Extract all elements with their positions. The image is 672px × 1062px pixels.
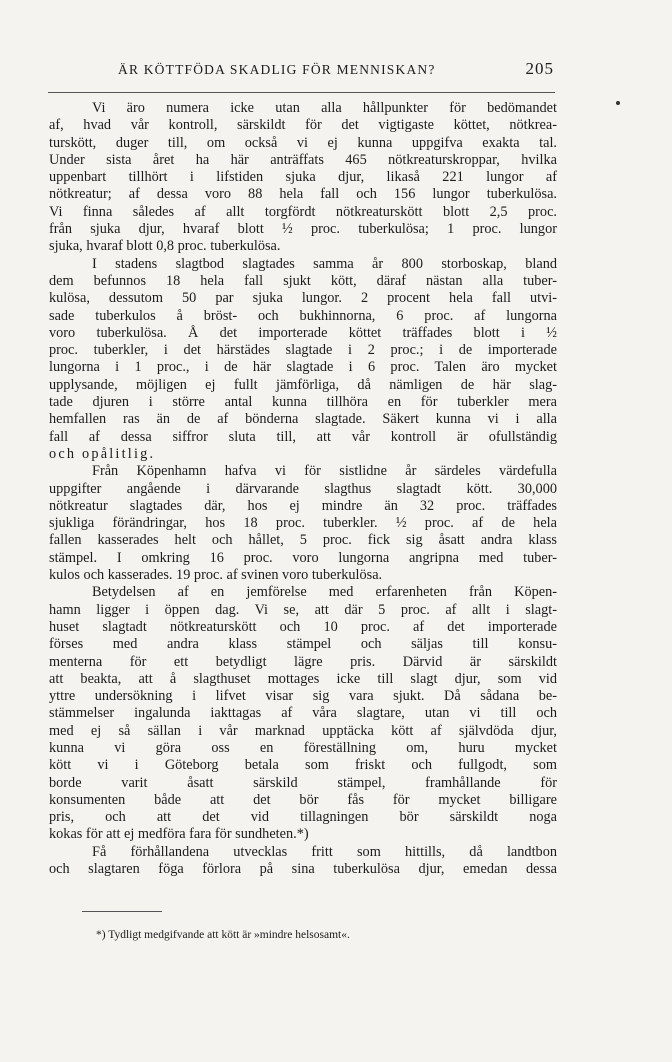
text-line: kunna vi göra oss en föreställning om, huru mycket [49,739,557,756]
running-head [118,59,554,81]
text-line: fall af dessa siffror sluta till, att vår kontroll är ofullständig [49,428,557,445]
text-line: och opålitlig. [49,445,156,462]
footnote-rule [82,911,162,912]
text-line: fallen kasserades helt och hållet, 5 proc. fick sig åsatt andra klass [49,532,557,549]
running-title: ÄR KÖTTFÖDA SKADLIG FÖR MENNISKAN? [118,62,436,77]
text-line: borde varit åsatt särskild stämpel, framhållande för [49,774,557,791]
text-line: huset slagtadt nötkreaturskött och 10 proc. af det importerade [49,618,557,635]
text-line: proc. tuberkler, i det härstädes slagtade i 2 proc.; i de importerade [49,342,557,359]
text-line: kulösa, dessutom 50 par sjuka lungor. 2 procent hela fall utvi- [49,290,557,307]
text-line: yttre undersökning i lifvet visar sig vara sjukt. Då sådana be- [49,688,557,705]
text-line: pris, och att det vid tillagningen bör särskildt noga [49,809,557,826]
header-rule [48,92,555,93]
text-line: sjuka, hvaraf blott 0,8 proc. tuberkulösa. [49,238,281,255]
text-line: med ej så sällan i vår marknad upptäcka kött af självdöda djur, [49,722,557,739]
text-line: uppenbart tillhört i lifstiden sjuka djur, likaså 221 lungor af [49,169,557,186]
text-line: Under sista året ha här anträffats 465 nötkreaturskroppar, hvilka [49,151,557,168]
text-line: sjukliga förändringar, hos 18 proc. tuberkler. ½ proc. af de hela [49,515,557,532]
text-line: Få förhållandena utvecklas fritt som hittills, då landtbon [92,843,557,860]
text-line: stämpel. I omkring 16 proc. voro lungorna angripna med tuber- [49,549,557,566]
text-line: stämmelser ingalunda iakttagas af våra slagtare, utan vi till och [49,705,557,722]
page-number: 205 [525,59,554,78]
text-line: sade tuberkulos å bröst- och bukhinnorna, 6 proc. af lungorna [49,307,557,324]
text-line: att beakta, att å slagthuset mottages icke till slagt djur, som vid [49,670,557,687]
text-line: dem befunnos 18 hela fall sjukt kött, däraf nästan alla tuber- [49,272,557,289]
text-line: från sjuka djur, hvaraf blott ½ proc. tuberkulösa; 1 proc. lungor [49,221,557,238]
text-line: upplysande, möjligen ej fullt jämförliga, då nämligen de här slag- [49,376,557,393]
text-line: hamn ligger i öppen dag. Vi se, att där 5 proc. af allt i slagt- [49,601,557,618]
text-line: nötkreatur; af dessa voro 88 hela fall och 156 lungor tuberkulösa. [49,186,557,203]
body-text [49,100,557,878]
text-line: I stadens slagtbod slagtades samma år 800 storboskap, bland [92,255,557,272]
text-line: kött vi i Göteborg betala som friskt och fullgodt, som [49,757,557,774]
text-line: menterna för ett betydligt lägre pris. Därvid är särskildt [49,653,557,670]
margin-mark [616,101,620,105]
text-line: Vi äro numera icke utan alla hållpunkter för bedömandet [92,100,557,116]
text-line: Betydelsen af en jemförelse med erfarenheten från Köpen- [92,584,557,601]
text-line: Vi finna således af allt torgfördt nötkreaturskött blott 2,5 proc. [49,203,557,220]
text-line: voro tuberkulösa. Å det importerade köttet träffades blott i ½ [49,324,557,341]
text-line: förses med andra klass stämpel och säljas till konsu- [49,636,557,653]
text-line: uppgifter angående i därvarande slagthus slagtadt kött. 30,000 [49,480,557,497]
text-line: nötkreatur slagtades där, hos ej mindre än 32 proc. träffades [49,497,557,514]
text-line: kokas för att ej medföra fara för sundheten.*) [49,826,309,843]
text-line: af, hvad vår kontroll, särskildt för det vigtigaste köttet, nötkrea- [49,117,557,134]
text-line: konsumenten både att det bör fås för mycket billigare [49,791,557,808]
text-line: hemfallen ras än de af bönderna slagtade. Säkert kunna vi i alla [49,411,557,428]
text-line: Från Köpenhamn hafva vi för sistlidne år särdeles värdefulla [92,463,557,480]
text-line: kulos och kasserades. 19 proc. af svinen voro tuberkulösa. [49,567,383,584]
text-line: turskött, duger till, om också vi ej kunna uppgifva exakta tal. [49,134,557,151]
text-line: tade djuren i större antal kunna tillhöra en för tuberkler mera [49,394,557,411]
text-line: och slagtaren föga förlora på sina tuberkulösa djur, emedan dessa [49,861,557,878]
text-line: lungorna i 1 proc., i de här slagtade i 6 proc. Talen äro mycket [49,359,557,376]
footnote: *) Tydligt medgifvande att kött är »mindre helsosamt«. [96,929,350,941]
